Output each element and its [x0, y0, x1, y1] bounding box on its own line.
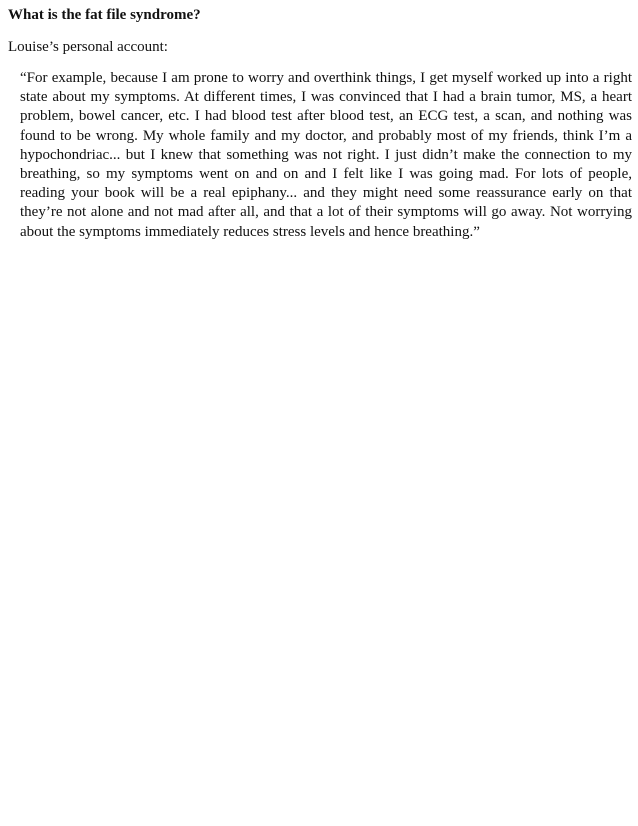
- quote-paragraph: “For example, because I am prone to worry and overthink things, I get myself worked up into a right state about my symptoms. At different times, I was convinced that I had a brain tumor, MS, a heart problem, bowel cancer, etc. I had blood test after blood test, an ECG test, a scan, and nothing was found to be wrong. My whole family and my doctor, and probably most of my friends, think I’m a hypochondriac... but I knew that something was not right. I just didn’t make the connection to my breathing, so my symptoms went on and on and I felt like I was going mad. For lots of people, reading your book will be a real epiphany... and they might need some reassurance early on that they’re not alone and not mad after all, and that a lot of their symptoms will go away. Not worrying about the symptoms immediately reduces stress levels and hence breathing.”: [20, 70, 632, 240]
- account-label: Louise’s personal account:: [8, 39, 168, 55]
- section-heading: What is the fat file syndrome?: [8, 7, 201, 23]
